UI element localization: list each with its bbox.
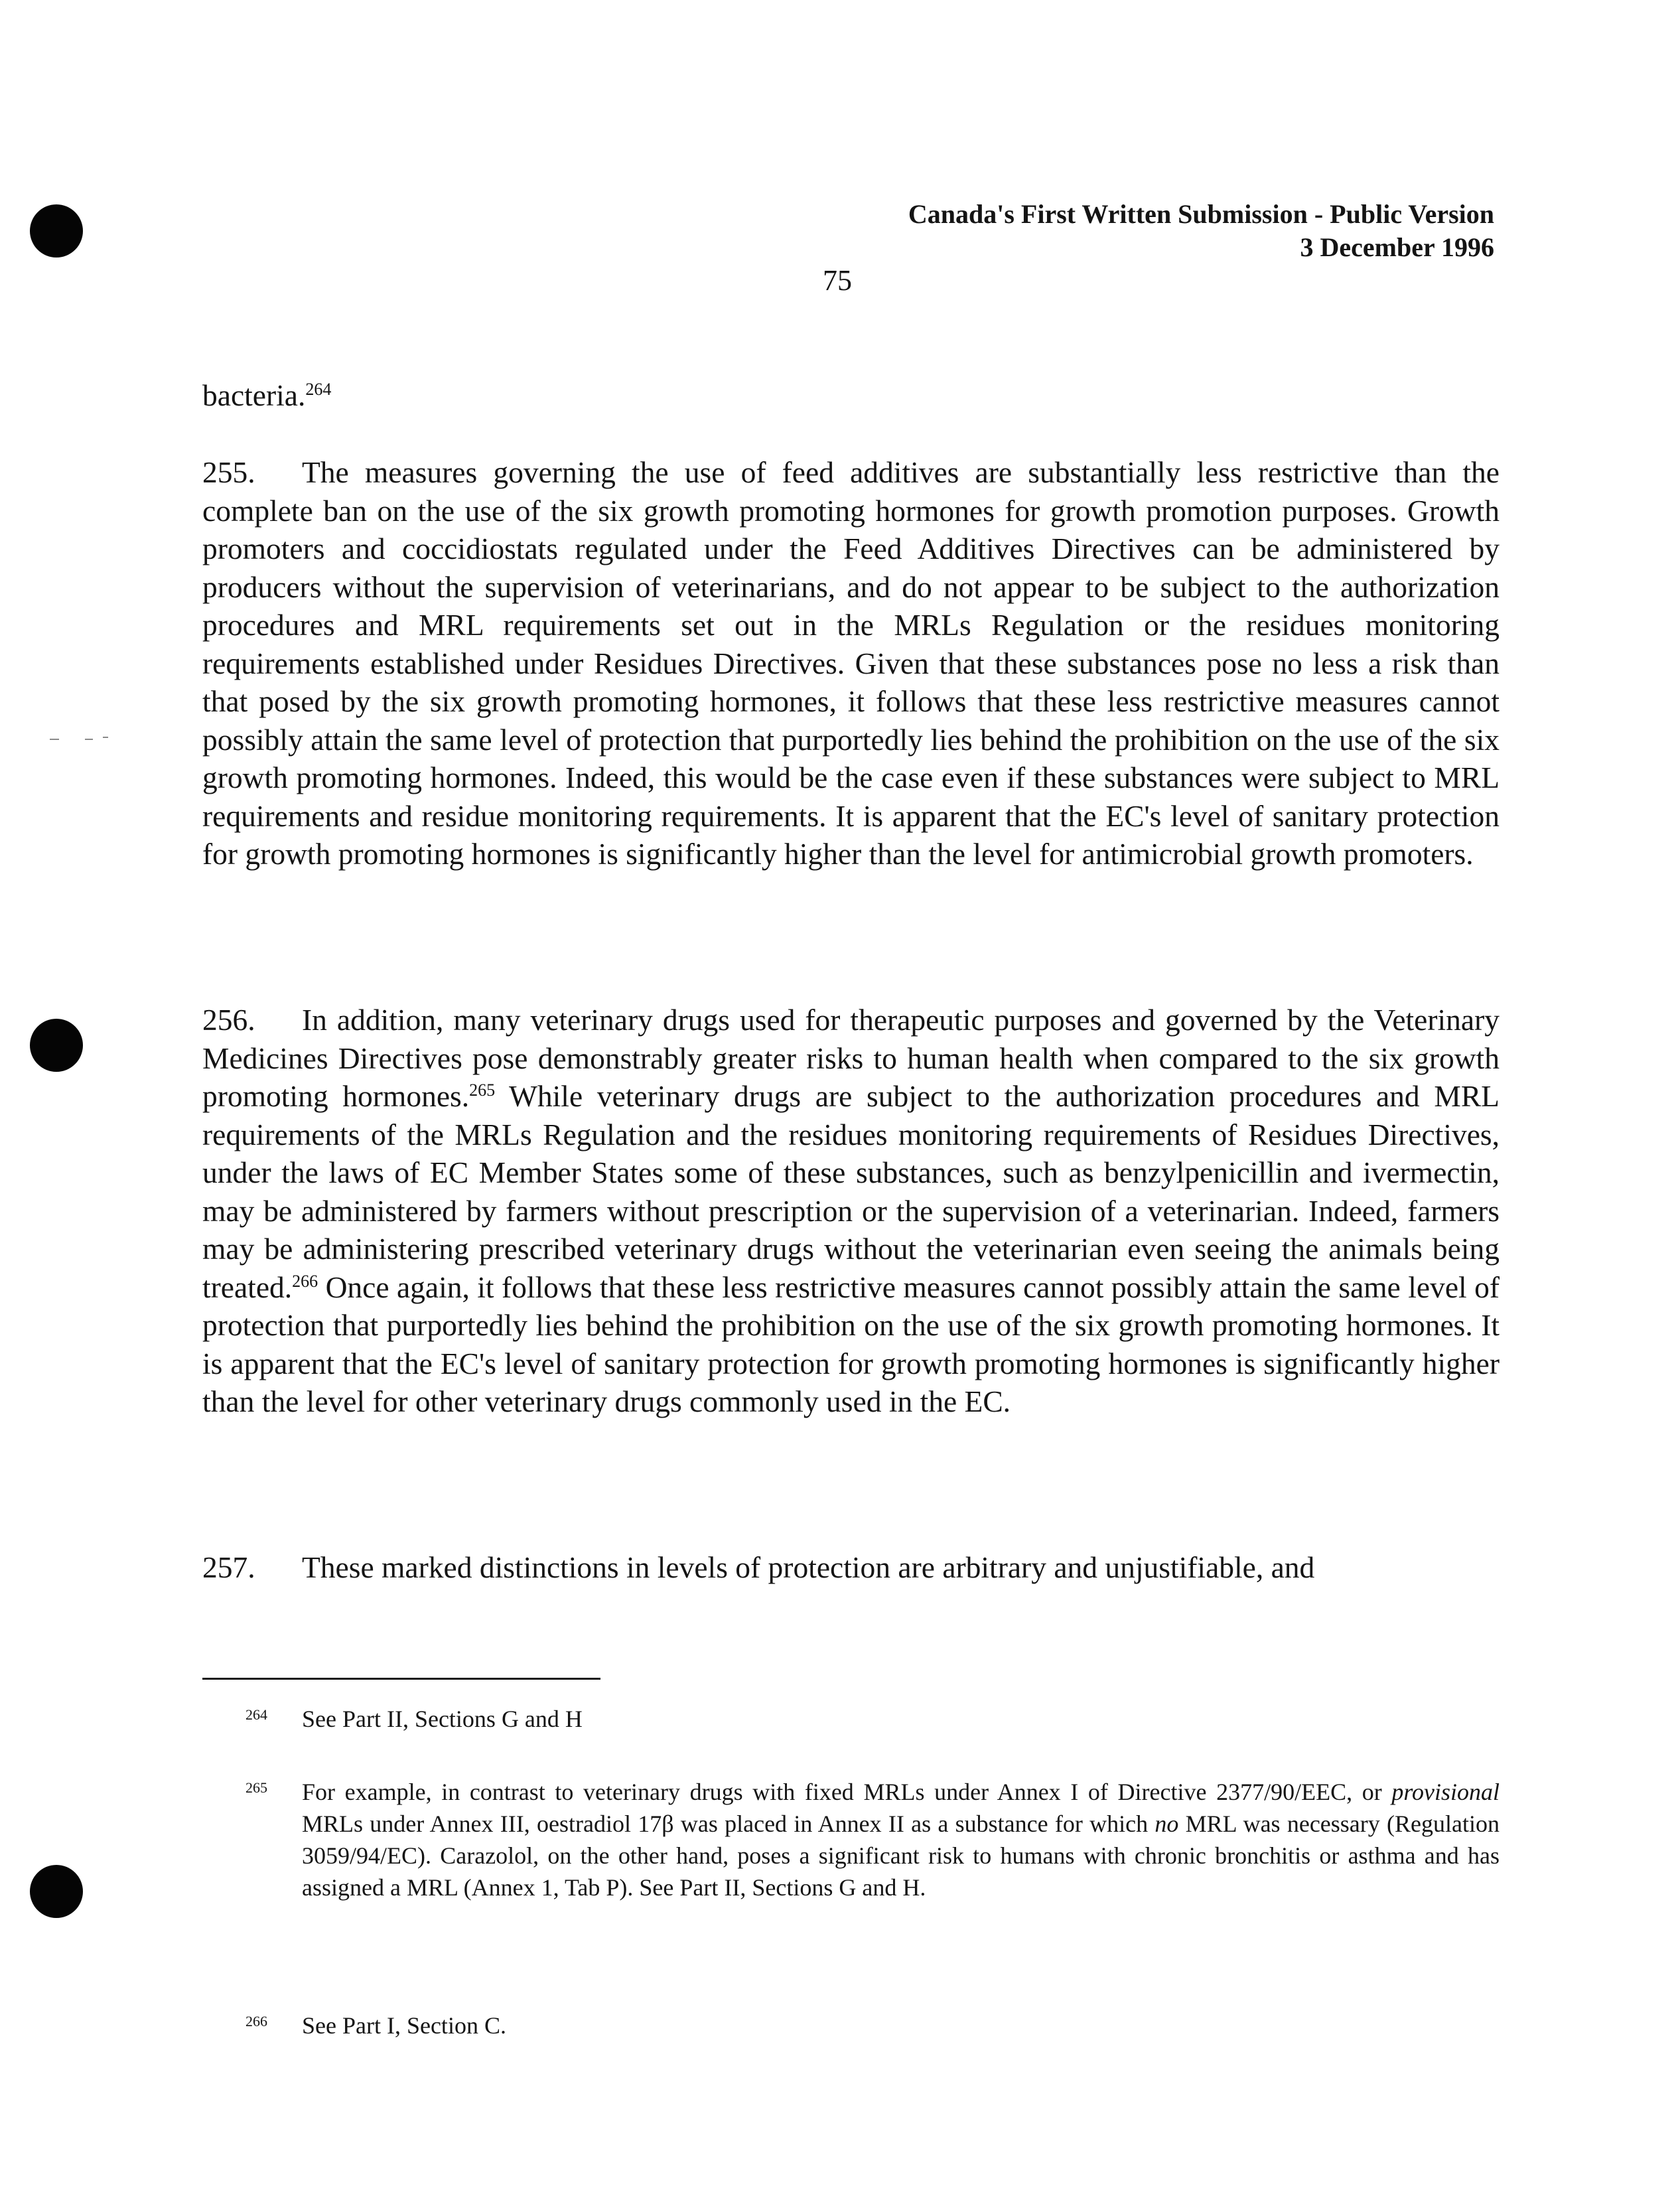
footnote-number: 265 [245,1779,267,1796]
footnote-text [302,1776,1500,1903]
footnote-264 [202,1703,1500,1735]
paragraph-number: 256. [202,1003,255,1037]
footnote-text-part: MRLs under Annex III, oestradiol 17β was placed in Annex II as a substance for which [302,1810,1155,1837]
footnote-text-part: For example, in contrast to veterinary drugs with fixed MRLs under Annex I of Directive 2377/90/EEC, or [302,1779,1392,1805]
footnote-text-part: MRL was necessary (Regulation 3059/94/EC). Carazolol, on the other hand, poses a significant risk to humans with chronic bronchitis or asthma and has assigned a MRL (Annex 1, Tab P). See Part II, Sections G and H. [302,1810,1500,1901]
footnote-number: 266 [245,2013,267,2029]
paragraph-text: In addition, many veterinary drugs used for therapeutic purposes and governed by the Veterinary Medicines Directives pose demonstrably greater risks to human health when compared to the six growth promoting hormones. [202,1003,1500,1113]
paragraph-number: 257. [202,1550,255,1584]
paragraph-text: While veterinary drugs are subject to the authorization procedures and MRL requirements of the MRLs Regulation and the residues monitoring requirements of Residues Directives, under the laws of EC Member States some of these substances, such as benzylpenicillin and ivermectin, may be administered by farmers without prescription or the supervision of a veterinarian. Indeed, farmers may be administering prescribed veterinary drugs without the veterinarian even seeing the animals being treated. [202,1079,1500,1304]
punch-hole-bottom [30,1865,83,1918]
punch-hole-middle [30,1019,83,1072]
footnote-text-part: See Part I, Section C. [302,2012,506,2039]
footnote-ref: 266 [292,1271,318,1291]
scan-mark [103,737,108,738]
paragraph-number: 255. [202,455,255,489]
scan-mark [85,739,93,740]
footnote-text [302,1703,1500,1735]
header-date: 3 December 1996 [1300,232,1494,262]
continuation-line [202,376,1500,415]
footnote-separator [202,1678,600,1680]
paragraph-256 [202,1001,1500,1421]
footnote-266 [202,2010,1500,2041]
footnote-ref: 264 [305,379,332,399]
header-title: Canada's First Written Submission - Public Version [908,199,1494,229]
paragraph-text: The measures governing the use of feed additives are substantially less restrictive than the complete ban on the use of the six growth promoting hormones for growth promotion purposes. Growth promoters and coccidiostats regulated under the Feed Additives Directives can be administered by producers without the supervision of veterinarians, and do not appear to be subject to the authorization procedures and MRL requirements set out in the MRLs Regulation or the residues monitoring requirements established under Residues Directives. Given that these substances pose no less a risk than that posed by the six growth promoting hormones, it follows that these less restrictive measures cannot possibly attain the same level of protection that purportedly lies behind the prohibition on the use of the six growth promoting hormones. Indeed, this would be the case even if these substances were subject to MRL requirements and residue monitoring requirements. It is apparent that the EC's level of sanitary protection for growth promoting hormones is significantly higher than the level for antimicrobial growth promoters. [202,455,1500,871]
paragraph-text: Once again, it follows that these less restrictive measures cannot possibly attain the same level of protection that purportedly lies behind the prohibition on the use of the six growth promoting hormones. It is apparent that the EC's level of sanitary protection for growth promoting hormones is significantly higher than the level for other veterinary drugs commonly used in the EC. [202,1270,1500,1418]
paragraph-255 [202,453,1500,873]
footnote-text-part: See Part II, Sections G and H [302,1706,583,1732]
footnote-ref: 265 [469,1080,496,1100]
footnote-265 [202,1776,1500,1903]
footnote-text [302,2010,1500,2041]
page-number: 75 [823,264,852,297]
footnote-number: 264 [245,1706,267,1723]
continuation-text: bacteria. [202,378,306,412]
punch-hole-top [30,204,83,258]
paragraph-257 [202,1548,1500,1587]
footnote-text-italic: no [1154,1810,1179,1837]
footnote-text-italic: provisional [1391,1779,1500,1805]
paragraph-text: These marked distinctions in levels of protection are arbitrary and unjustifiable, and [302,1550,1315,1584]
scan-mark [50,739,59,740]
page-header [908,198,1494,264]
